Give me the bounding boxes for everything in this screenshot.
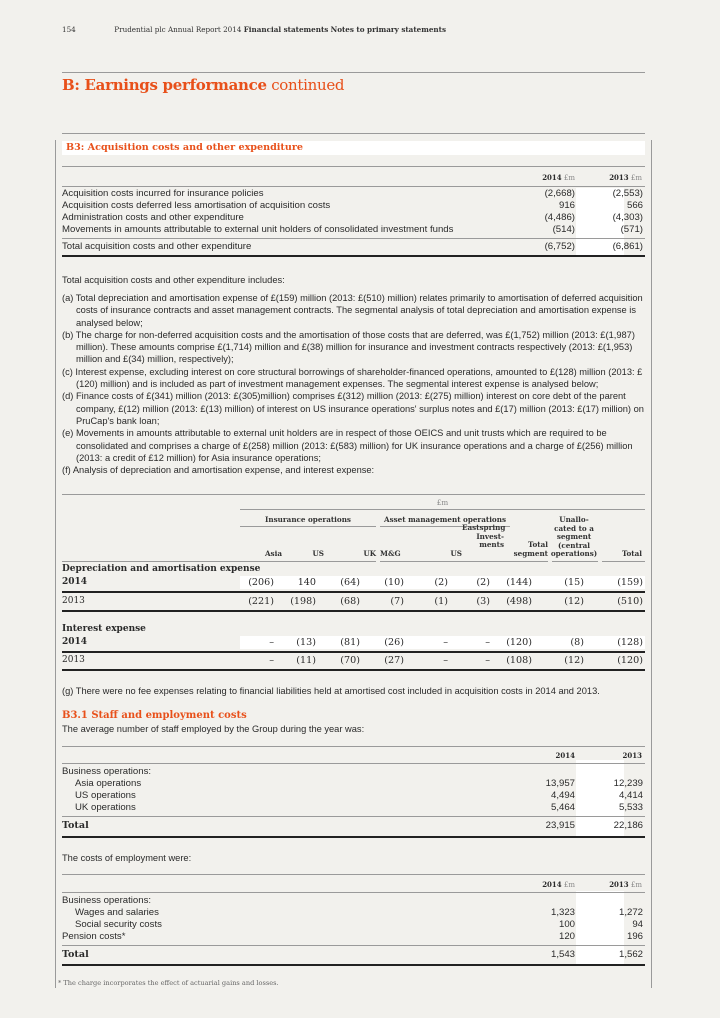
- table-row: Asia operations 13,957 12,239: [75, 778, 643, 789]
- total-row: Total acquisition costs and other expenditure (6,752) (6,861): [62, 241, 643, 252]
- footnote: * The charge incorporates the effect of actuarial gains and losses.: [58, 979, 279, 987]
- b3-table: [62, 166, 645, 260]
- note-g: (g) There were no fee expenses relating to financial liabilities held at amortised cost included in acquisition costs in 2014 and 2013.: [62, 686, 600, 696]
- section-interest: Interest expense: [62, 624, 146, 634]
- staff-intro: The average number of staff employed by the Group during the year was:: [62, 724, 365, 734]
- staff-table: 2014 2013 Business operations: Asia operations 13,957 12,239 US operations 4,494 4,414 UK operations 5,464 5,533 Total 23,915 22,186: [62, 746, 645, 846]
- note-e: (e) Movements in amounts attributable to external unit holders are in respect of those OEICS and unit trusts which are required to be consolidated and comprises a charge of £(258) million (2013: £(583) million) for UK insurance operations and a charge of £(256) million (2013: a credit of £12 million) for Asia insurance operations;: [62, 428, 633, 463]
- publication-name: Prudential plc Annual Report 2014: [114, 25, 242, 34]
- divider: [62, 186, 645, 187]
- table-row: Wages and salaries 1,323 1,272: [75, 907, 643, 918]
- table-row: Administration costs and other expenditure (4,486) (4,303): [62, 212, 643, 223]
- note-f: (f) Analysis of depreciation and amortisation expense, and interest expense:: [62, 465, 375, 476]
- box-border-right: [651, 140, 652, 988]
- box-border-top: [62, 133, 645, 134]
- divider: [62, 238, 645, 239]
- b31-heading: B3.1 Staff and employment costs: [62, 710, 247, 721]
- b3-heading: B3: Acquisition costs and other expenditure: [62, 141, 645, 155]
- table-row: Movements in amounts attributable to external unit holders of consolidated investment funds (514) (571): [62, 224, 643, 235]
- divider: [62, 166, 645, 167]
- divider: [62, 255, 645, 257]
- section-depreciation: Depreciation and amortisation expense: [62, 564, 261, 574]
- table-row: Social security costs 100 94: [75, 919, 643, 930]
- table-header: 2014 £m 2013 £m: [542, 173, 642, 182]
- notes-intro: Total acquisition costs and other expenditure includes:: [62, 275, 285, 285]
- divider: [240, 509, 645, 510]
- group-asset-mgmt: Asset management operations: [384, 515, 506, 524]
- table-row: US operations 4,494 4,414: [75, 790, 643, 801]
- box-border-left: [55, 140, 56, 988]
- segment-table: £m Insurance operations Asset management operations Asia US UK M&G US Eastspring Invest- ments Total segment Unallo- cated to a segment (central operations) Total Depreciation and amortisation expense 2014 (206) 140 (64) (10) (2) (2) (144) (15) (159) 2013 (221) (198) (68) (7) (1) (3) (498) (12) (510) Interest expense 2014 – (13) (81) (26) – – (120) (8) (128) 2013 – (11) (70) (27) – – (108) (12) (120): [62, 494, 645, 674]
- table-row: Pension costs* 120 196: [62, 931, 643, 942]
- page-title: B: Earnings performance continued: [62, 76, 345, 94]
- note-b: (b) The charge for non-deferred acquisition costs and the amortisation of those costs that are deferred, was £(1,752) million (2013: £(1,987) million). These amounts comprise £(1,714) million and £(38) million for insurance and investment contracts respectively (2013: £(1,953) million and £(34) million, respectively);: [62, 329, 635, 365]
- costs-table: 2014 £m 2013 £m Business operations: Wages and salaries 1,323 1,272 Social security costs 100 94 Pension costs* 120 196 Total 1,543 1,562: [62, 874, 645, 966]
- subsection-name: Notes to primary statements: [330, 25, 447, 34]
- running-header: [62, 25, 446, 34]
- table-row: Acquisition costs incurred for insurance policies (2,668) (2,553): [62, 188, 643, 199]
- divider: [62, 494, 645, 495]
- divider: [62, 72, 645, 73]
- total-row: Total 1,543 1,562: [62, 949, 643, 960]
- divider: [240, 526, 376, 527]
- notes-list: [62, 292, 645, 476]
- note-d: (d) Finance costs of £(341) million (2013: £(305)million) comprises £(312) million (2013: £(275) million) interest on core debt of the parent company, £(12) million (2013: £(13) million) of interest on US insurance operations' surplus notes and £(17) million (2013: £(17) million) on PruCap's bank loan;: [62, 391, 644, 426]
- section-name: Financial statements: [243, 25, 329, 34]
- note-c: (c) Interest expense, excluding interest on core structural borrowings of shareholder-financed operations, amounted to £(128) million (2013: £(120) million) and is included as part of investment management expenses. The segmental interest expense is analysed below;: [62, 366, 643, 390]
- group-insurance: Insurance operations: [265, 515, 351, 524]
- table-row: UK operations 5,464 5,533: [75, 802, 643, 813]
- total-row: Total 23,915 22,186: [62, 820, 643, 831]
- costs-intro: The costs of employment were:: [62, 853, 192, 863]
- note-a: (a) Total depreciation and amortisation expense of £(159) million (2013: £(510) million) relates primarily to amortisation of deferred acquisition costs of insurance contracts and asset management contracts. The segmental analysis of total depreciation and amortisation expense is analysed below;: [62, 293, 643, 328]
- table-row: Acquisition costs deferred less amortisation of acquisition costs 916 566: [62, 200, 643, 211]
- page-number: 154: [62, 25, 76, 34]
